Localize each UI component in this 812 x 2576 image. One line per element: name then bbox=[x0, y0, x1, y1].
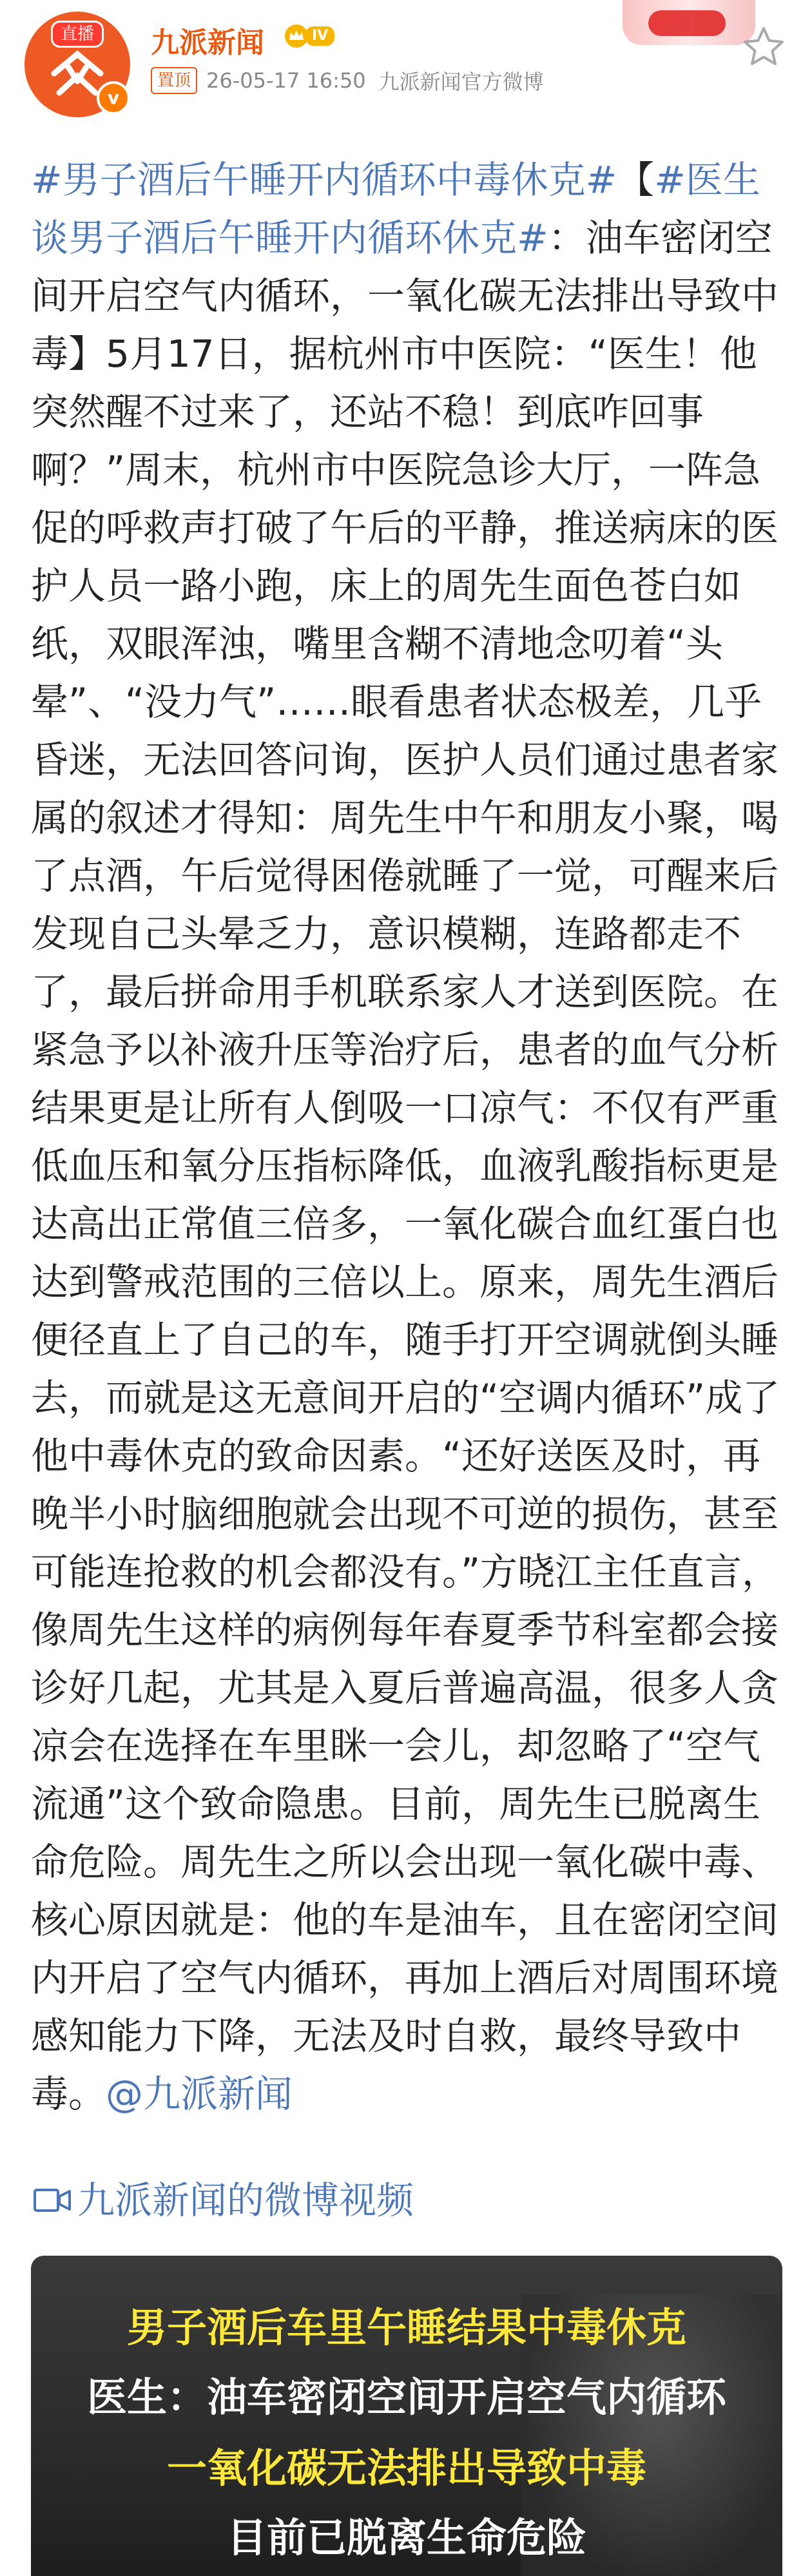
mention-link[interactable]: @九派新闻 bbox=[106, 2072, 293, 2116]
vip-badge[interactable] bbox=[284, 22, 334, 50]
star-icon[interactable] bbox=[741, 24, 786, 70]
video-link[interactable] bbox=[31, 2174, 414, 2226]
verified-badge-icon: v bbox=[97, 81, 130, 115]
username[interactable]: 九派新闻 bbox=[151, 26, 264, 59]
header-decoration bbox=[623, 0, 755, 45]
post-source: 九派新闻官方微博 bbox=[378, 70, 544, 94]
hashtag-link[interactable]: #医生谈男子酒后午睡开内循环休克# bbox=[31, 158, 760, 260]
video-camera-icon bbox=[31, 2184, 73, 2217]
video-link-label: 九派新闻的微博视频 bbox=[77, 2178, 414, 2222]
post-timestamp: 26-05-17 16:50 bbox=[206, 68, 366, 93]
hashtag-link[interactable]: #男子酒后午睡开内循环中毒休克# bbox=[31, 158, 617, 202]
vip-level-label: IV bbox=[305, 26, 334, 46]
post-meta bbox=[151, 66, 544, 95]
video-thumbnail[interactable] bbox=[31, 2256, 782, 2576]
post-text: ：油车密闭空间开启空气内循环，一氧化碳无法排出导致中毒】5月17日，据杭州市中医院：“医生！他突然醒不过来了，还站不稳！到底咋回事啊？”周末，杭州市中医院急诊大厅，一阵急促的呼救声打破了午后的平静，推送病床的医护人员一路小跑，床上的周先生面色苍白如纸，双眼浑浊，嘴里含糊不清地念叨着“头晕”、“没力气”……眼看患者状态极差，几乎昏迷，无法回答问询，医护人员们通过患者家属的叙述才得知：周先生中午和朋友小聚，喝了点酒，午后觉得困倦就睡了一觉，可醒来后发现自己头晕乏力，意识模糊，连路都走不了，最后拼命用手机联系家人才送到医院。在紧急予以补液升压等治疗后，患者的血气分析结果更是让所有人倒吸一口凉气：不仅有严重低血压和氧分压指标降低，血液乳酸指标更是达高出正常值三倍多，一氧化碳合血红蛋白也达到警戒范围的三倍以上。原来，周先生酒后便径直上了自己的车，随手打开空调就倒头睡去，而就是这无意间开启的“空调内循环”成了他中毒休克的致命因素。“还好送医及时，再晚半小时脑细胞就会出现不可逆的损伤，甚至可能连抢救的机会都没有。”方晓江主任直言，像周先生这样的病例每年春夏季节科室都会接诊好几起，尤其是入夏后普遍高温，很多人贪凉会在选择在车里眯一会儿，却忽略了“空气流通”这个致命隐患。目前，周先生已脱离生命危险。周先生之所以会出现一氧化碳中毒、核心原因就是：他的车是油车，且在密闭空间内开启了空气内循环，再加上酒后对周围环境感知能力下降，无法及时自救，最终导致中毒。 bbox=[31, 216, 780, 2116]
bracket-text: 【 bbox=[617, 158, 655, 202]
video-caption: 一氧化碳无法排出导致中毒 bbox=[166, 2445, 646, 2492]
video-caption: 目前已脱离生命危险 bbox=[226, 2514, 586, 2561]
video-caption: 医生：油车密闭空间开启空气内循环 bbox=[86, 2374, 726, 2421]
live-tag: 直播 bbox=[51, 21, 104, 48]
avatar[interactable] bbox=[24, 12, 130, 117]
post-header bbox=[0, 0, 812, 122]
video-caption: 男子酒后车里午睡结果中毒休克 bbox=[126, 2304, 686, 2351]
post-body bbox=[31, 151, 782, 2123]
pinned-badge: 置顶 bbox=[151, 67, 197, 94]
